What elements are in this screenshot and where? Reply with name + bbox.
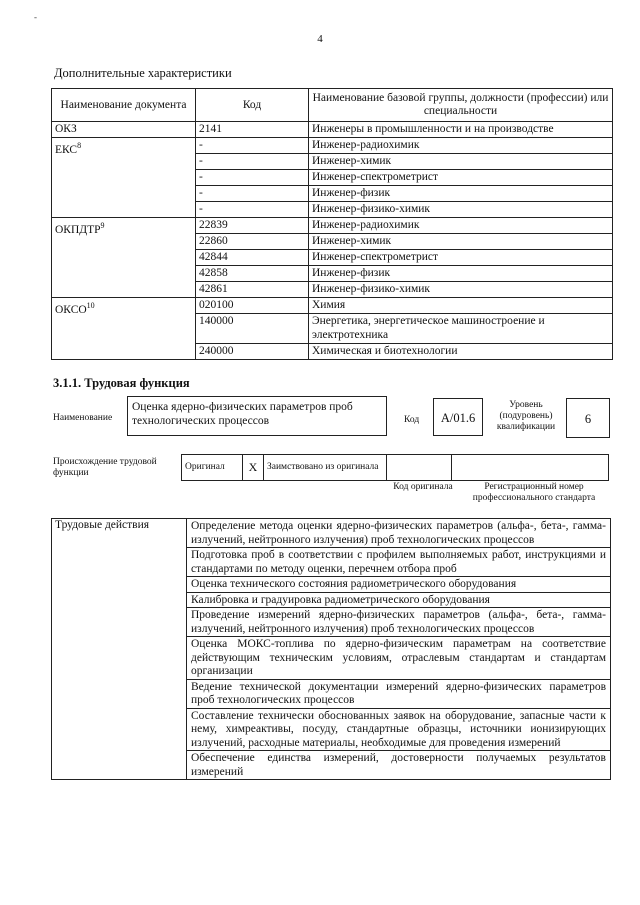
original-label: Оригинал <box>182 455 243 481</box>
header-code: Код <box>196 89 309 122</box>
labor-action-item: Подготовка проб в соответствии с профилем выполняемых работ, инструкциями и стандартами по методу оценки, перечнем отбора проб <box>187 548 611 577</box>
labor-action-item: Калибровка и градуировка радиометрического оборудования <box>187 592 611 608</box>
document-cell <box>52 138 196 218</box>
original-code-caption: Код оригинала <box>393 482 453 492</box>
table-row <box>52 218 613 234</box>
borrowed-label: Заимствовано из оригинала <box>264 455 387 481</box>
occupation-name-cell: Инженер-радиохимик <box>309 138 613 154</box>
header-document: Наименование документа <box>52 89 196 122</box>
additional-characteristics-table <box>51 88 613 360</box>
function-code-box: А/01.6 <box>433 398 483 436</box>
occupation-name-cell: Инженер-физик <box>309 186 613 202</box>
table-row <box>52 122 613 138</box>
labor-actions-label: Трудовые действия <box>52 519 187 780</box>
section-title: Дополнительные характеристики <box>54 66 232 80</box>
code-cell: 42844 <box>196 250 309 266</box>
table-row <box>52 298 613 314</box>
original-code-cell <box>387 455 452 481</box>
table-row <box>52 519 611 548</box>
table-header-row <box>52 89 613 122</box>
labor-action-item: Обеспечение единства измерений, достоверности получаемых результатов измерений <box>187 751 611 780</box>
footnote-mark: 9 <box>100 221 105 230</box>
registration-number-cell <box>452 455 609 481</box>
occupation-name-cell: Инженеры в промышленности и на производстве <box>309 122 613 138</box>
origin-row <box>182 455 609 481</box>
occupation-name-cell: Инженер-химик <box>309 234 613 250</box>
code-cell: - <box>196 170 309 186</box>
table-row <box>52 138 613 154</box>
occupation-name-cell: Инженер-радиохимик <box>309 218 613 234</box>
document-cell <box>52 122 196 138</box>
document-cell <box>52 218 196 298</box>
labor-action-item: Проведение измерений ядерно-физических параметров (альфа-, бета-, гамма-излучений, нейтронного излучения) проб технологических процессов <box>187 608 611 637</box>
code-cell: 22839 <box>196 218 309 234</box>
labor-function-heading: 3.1.1. Трудовая функция <box>53 376 190 390</box>
qualification-level-box: 6 <box>566 398 610 438</box>
code-cell: - <box>196 138 309 154</box>
labor-action-item: Ведение технической документации измерений ядерно-физических параметров проб технологических процессов <box>187 679 611 708</box>
document-name: ОКСО <box>55 303 87 316</box>
footnote-mark: 8 <box>77 141 82 150</box>
origin-label: Происхождение трудовой функции <box>53 457 157 478</box>
code-cell: 42858 <box>196 266 309 282</box>
occupation-name-cell: Инженер-физико-химик <box>309 282 613 298</box>
origin-table <box>181 454 609 481</box>
page-number: 4 <box>317 33 323 45</box>
occupation-name-cell: Энергетика, энергетическое машиностроение и электротехника <box>309 314 613 344</box>
code-cell: - <box>196 154 309 170</box>
labor-action-item: Составление технически обоснованных заявок на оборудование, запасные части к нему, химреактивы, посуду, стандартные образцы, источники ионизирующих излучений, расходные материалы, необходимые для проведения измерений <box>187 708 611 751</box>
labor-actions-table <box>51 518 611 780</box>
registration-number-caption: Регистрационный номер профессионального стандарта <box>472 482 596 503</box>
document-name: ОКПДТР <box>55 223 101 236</box>
code-cell: - <box>196 186 309 202</box>
occupation-name-cell: Инженер-спектрометрист <box>309 170 613 186</box>
occupation-name-cell: Химия <box>309 298 613 314</box>
document-cell <box>52 298 196 360</box>
occupation-name-cell: Инженер-физико-химик <box>309 202 613 218</box>
occupation-name-cell: Инженер-химик <box>309 154 613 170</box>
function-name-box: Оценка ядерно-физических параметров проб технологических процессов <box>127 396 387 436</box>
occupation-name-cell: Инженер-физик <box>309 266 613 282</box>
qualification-level-label: Уровень (подуровень) квалификации <box>496 400 556 432</box>
document-name: ЕКС <box>55 143 78 156</box>
code-cell: 42861 <box>196 282 309 298</box>
footnote-mark: 10 <box>86 301 95 310</box>
scan-mark: - <box>34 12 37 22</box>
labor-action-item: Определение метода оценки ядерно-физических параметров (альфа-, бета-, гамма-излучений, нейтронного излучения) проб технологических процессов <box>187 519 611 548</box>
labor-action-item: Оценка технического состояния радиометрического оборудования <box>187 577 611 593</box>
code-cell: 140000 <box>196 314 309 344</box>
code-cell: 240000 <box>196 344 309 360</box>
code-cell: - <box>196 202 309 218</box>
code-cell: 2141 <box>196 122 309 138</box>
code-cell: 020100 <box>196 298 309 314</box>
original-mark: X <box>243 455 264 481</box>
name-label: Наименование <box>53 413 113 423</box>
document-name: ОКЗ <box>55 123 77 135</box>
occupation-name-cell: Химическая и биотехнологии <box>309 344 613 360</box>
labor-action-item: Оценка МОКС-топлива по ядерно-физическим параметрам на соответствие действующим техническим условиям, отраслевым стандартам и стандартам организации <box>187 637 611 680</box>
code-cell: 22860 <box>196 234 309 250</box>
header-name: Наименование базовой группы, должности (профессии) или специальности <box>309 89 613 122</box>
occupation-name-cell: Инженер-спектрометрист <box>309 250 613 266</box>
code-label: Код <box>404 415 420 425</box>
